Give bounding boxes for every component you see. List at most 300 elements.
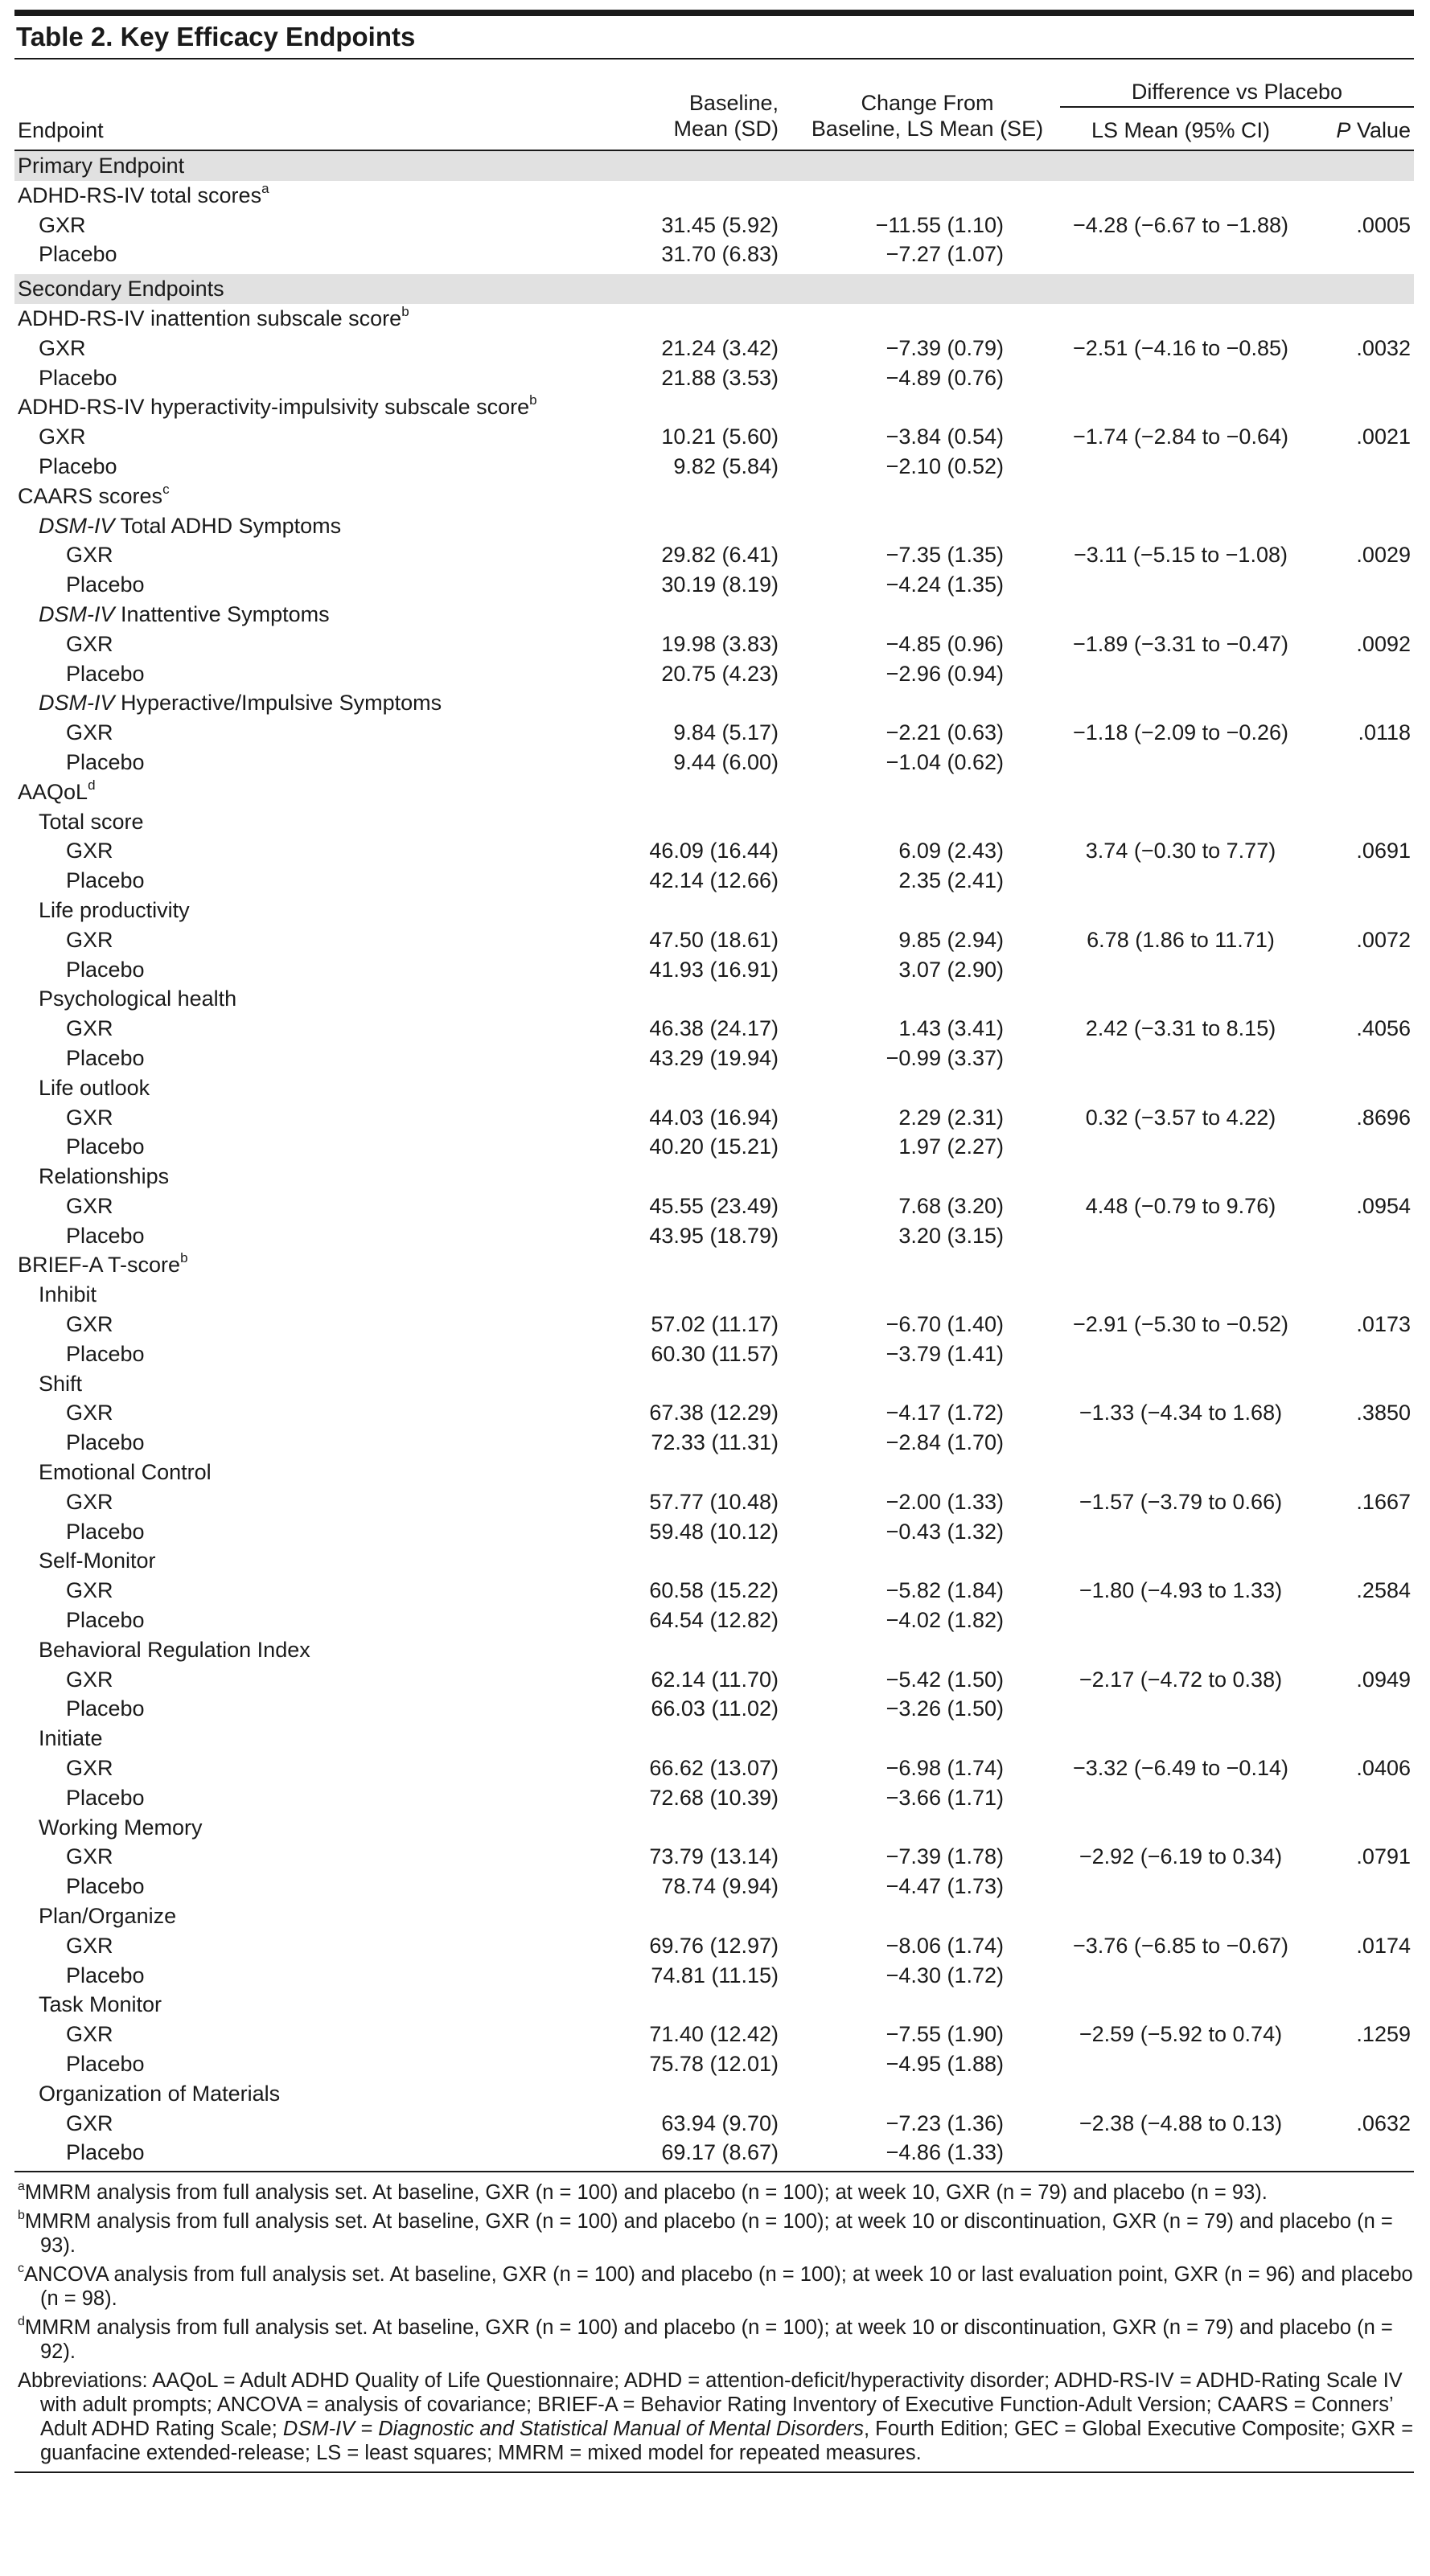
change-cell: −2.21 (0.63)	[886, 720, 1004, 745]
ls-mean-cell: −3.32 (−6.49 to −0.14)	[1073, 1756, 1288, 1781]
footnote-text: ANCOVA analysis from full analysis set. At baseline, GXR (n = 100) and placebo (n = 100); at week 10 or last evaluation point, GXR (n = 96) and placebo (n = 98).	[24, 2263, 1413, 2311]
change-cell: −11.55 (1.10)	[875, 212, 1004, 237]
row-label	[66, 1487, 113, 1517]
baseline-cell: 73.79 (13.14)	[649, 1844, 779, 1869]
change-cell: −4.17 (1.72)	[886, 1401, 1004, 1425]
row-label	[39, 984, 236, 1014]
footnote-marker: d	[88, 777, 96, 793]
row-label	[66, 570, 145, 600]
change-cell: −6.98 (1.74)	[886, 1756, 1004, 1781]
change-cell: −3.66 (1.71)	[886, 1785, 1004, 1810]
baseline-cell: 10.21 (5.60)	[661, 425, 779, 449]
row-label	[66, 2049, 145, 2079]
ls-mean-cell: −1.74 (−2.84 to −0.64)	[1073, 425, 1288, 449]
row-label	[39, 807, 144, 837]
endpoint-subgroup-row	[14, 1458, 1414, 1487]
p-value-cell: .0406	[1356, 1756, 1411, 1781]
footnote	[18, 2209, 1414, 2258]
baseline-cell: 72.68 (10.39)	[649, 1785, 779, 1810]
row-label-text: GXR	[66, 631, 113, 656]
row-label-text: Placebo	[66, 749, 145, 774]
row-label-text: GXR	[66, 1489, 113, 1514]
endpoint-subgroup-row	[14, 511, 1414, 541]
change-cell: −7.23 (1.36)	[886, 2110, 1004, 2135]
table-row	[14, 452, 1414, 482]
table-row	[14, 1517, 1414, 1547]
header-p-rest: Value	[1356, 118, 1411, 142]
change-cell: 9.85 (2.94)	[898, 927, 1004, 952]
p-value-cell: .2584	[1356, 1578, 1411, 1603]
ls-mean-cell: −2.17 (−4.72 to 0.38)	[1079, 1667, 1283, 1692]
row-label-text: Placebo	[66, 1134, 145, 1159]
p-value-cell: .0173	[1356, 1312, 1411, 1337]
table-row	[14, 334, 1414, 363]
change-cell: −4.86 (1.33)	[886, 2140, 1004, 2165]
baseline-cell: 19.98 (3.83)	[661, 631, 779, 656]
abbreviations-italic: DSM-IV = Diagnostic and Statistical Manual of Mental Disorders	[282, 2418, 864, 2441]
row-label	[66, 1339, 145, 1369]
change-cell: −2.96 (0.94)	[886, 661, 1004, 686]
ls-mean-cell: −1.18 (−2.09 to −0.26)	[1073, 720, 1288, 745]
row-label	[66, 1103, 113, 1133]
row-label-text: GXR	[66, 720, 113, 745]
endpoint-subgroup-row	[14, 984, 1414, 1014]
row-label-text: Inhibit	[39, 1282, 97, 1307]
footer-bottom-rule	[14, 2471, 1414, 2473]
row-label	[66, 1872, 145, 1901]
row-label-text: Relationships	[39, 1164, 170, 1189]
row-label-text: Placebo	[66, 1519, 145, 1544]
table-row	[14, 836, 1414, 866]
baseline-cell: 71.40 (12.42)	[649, 2022, 779, 2047]
baseline-cell: 72.33 (11.31)	[651, 1430, 779, 1455]
ls-mean-cell: −1.80 (−4.93 to 1.33)	[1079, 1578, 1283, 1603]
footnotes	[18, 2180, 1414, 2364]
row-label-text: Placebo	[66, 1223, 145, 1248]
row-label-text: Placebo	[66, 957, 145, 982]
baseline-cell: 63.94 (9.70)	[661, 2110, 779, 2135]
section-header-row	[14, 274, 1414, 304]
row-label	[66, 1783, 145, 1813]
row-label	[39, 896, 190, 925]
abbreviations-part2: , Fourth Edition; GEC = Global Executive Composite; GXR = guanfacine extended-release; LS = least squares; MMRM = mixed model for repeated measures.	[40, 2418, 1414, 2465]
row-label	[66, 1694, 145, 1724]
endpoint-subgroup-row	[14, 1280, 1414, 1310]
row-label-text: Placebo	[39, 453, 117, 478]
endpoint-subgroup-row	[14, 1724, 1414, 1754]
row-label	[66, 1221, 145, 1251]
footnote	[18, 2316, 1414, 2364]
endpoint-subgroup-row	[14, 1369, 1414, 1399]
row-label-text: GXR	[66, 1401, 113, 1425]
row-label-text: Placebo	[66, 1608, 145, 1633]
row-label	[66, 1665, 113, 1695]
footnote-letter: c	[18, 2261, 24, 2275]
baseline-cell: 75.78 (12.01)	[649, 2052, 779, 2076]
row-label	[66, 1132, 145, 1162]
change-cell: −5.42 (1.50)	[886, 1667, 1004, 1692]
baseline-cell: 69.17 (8.67)	[661, 2140, 779, 2165]
row-label-text: GXR	[66, 1756, 113, 1781]
p-value-cell: .0029	[1356, 543, 1411, 568]
table-row	[14, 1931, 1414, 1961]
row-label	[18, 181, 269, 211]
row-label-text: Placebo	[66, 1874, 145, 1899]
row-label	[66, 836, 113, 866]
table-row	[14, 718, 1414, 748]
row-label-text: Hyperactive/Impulsive Symptoms	[114, 691, 442, 716]
row-label-text: GXR	[66, 927, 113, 952]
table-row	[14, 1014, 1414, 1044]
table-row	[14, 2049, 1414, 2079]
row-label-text: Task Monitor	[39, 1992, 162, 2017]
row-label-text: GXR	[66, 1844, 113, 1869]
row-label-text: Secondary Endpoints	[18, 277, 224, 301]
ls-mean-cell: 3.74 (−0.30 to 7.77)	[1085, 839, 1276, 863]
header-change-line2: Baseline, LS Mean (SE)	[811, 117, 1044, 141]
row-label-text: Placebo	[39, 365, 117, 390]
baseline-cell: 60.58 (15.22)	[649, 1578, 779, 1603]
row-label	[66, 1842, 113, 1872]
header-p-value	[1309, 117, 1411, 143]
table-row	[14, 363, 1414, 393]
p-value-cell: .0949	[1356, 1667, 1411, 1692]
baseline-cell: 40.20 (15.21)	[649, 1134, 779, 1159]
row-label-text: Inattentive Symptoms	[114, 601, 330, 626]
row-label-text: GXR	[66, 543, 113, 568]
change-cell: −2.00 (1.33)	[886, 1489, 1004, 1514]
row-label	[66, 1398, 113, 1428]
row-label	[39, 240, 117, 269]
row-label	[18, 482, 170, 511]
baseline-cell: 47.50 (18.61)	[649, 927, 779, 952]
footnote-letter: b	[18, 2208, 25, 2222]
header-ls-mean: LS Mean (95% CI)	[1091, 118, 1271, 142]
p-value-cell: .0005	[1356, 212, 1411, 237]
row-label	[39, 1280, 97, 1310]
p-value-cell: .0021	[1356, 425, 1411, 449]
row-label	[39, 363, 117, 393]
p-value-cell: .0632	[1356, 2110, 1411, 2135]
row-label-text: GXR	[66, 2022, 113, 2047]
endpoint-subgroup-row	[14, 600, 1414, 630]
row-label-text: Primary Endpoint	[18, 154, 185, 178]
endpoint-subgroup-row	[14, 1813, 1414, 1843]
table-row	[14, 570, 1414, 600]
row-label	[39, 1813, 203, 1843]
row-label-text: GXR	[39, 425, 86, 449]
row-label	[66, 1576, 113, 1606]
section-header-row	[14, 151, 1414, 181]
change-cell: 3.20 (3.15)	[898, 1223, 1004, 1248]
table-row	[14, 1398, 1414, 1428]
p-value-cell: .4056	[1356, 1016, 1411, 1041]
table-row	[14, 1961, 1414, 1991]
row-label	[39, 688, 442, 718]
row-label-text: Placebo	[66, 572, 145, 597]
row-label	[66, 1428, 145, 1458]
row-label	[66, 955, 145, 985]
ls-mean-cell: −1.33 (−4.34 to 1.68)	[1079, 1401, 1283, 1425]
ls-mean-cell: −2.92 (−6.19 to 0.34)	[1079, 1844, 1283, 1869]
row-label-text: Working Memory	[39, 1815, 203, 1840]
footnote-marker: b	[401, 303, 409, 319]
change-cell: 6.09 (2.43)	[898, 839, 1004, 863]
baseline-cell: 59.48 (10.12)	[649, 1519, 779, 1544]
baseline-cell: 43.95 (18.79)	[649, 1223, 779, 1248]
row-label	[39, 1901, 176, 1931]
change-cell: −6.70 (1.40)	[886, 1312, 1004, 1337]
baseline-cell: 9.44 (6.00)	[673, 749, 779, 774]
row-label	[18, 1250, 188, 1280]
endpoint-subgroup-row	[14, 688, 1414, 718]
endpoint-group-row	[14, 392, 1414, 422]
ls-mean-cell: 4.48 (−0.79 to 9.76)	[1085, 1193, 1276, 1218]
table-row	[14, 1132, 1414, 1162]
table-row	[14, 1694, 1414, 1724]
header-change-line1: Change From	[861, 91, 994, 115]
baseline-cell: 69.76 (12.97)	[649, 1933, 779, 1958]
change-cell: −3.26 (1.50)	[886, 1696, 1004, 1721]
baseline-cell: 66.62 (13.07)	[649, 1756, 779, 1781]
table-row	[14, 1103, 1414, 1133]
row-label-text: Psychological health	[39, 987, 237, 1011]
baseline-cell: 41.93 (16.91)	[649, 957, 779, 982]
baseline-cell: 57.02 (11.17)	[651, 1312, 779, 1337]
row-label	[39, 511, 341, 541]
ls-mean-cell: −3.11 (−5.15 to −1.08)	[1074, 543, 1288, 568]
endpoint-subgroup-row	[14, 1546, 1414, 1576]
change-cell: 7.68 (3.20)	[898, 1193, 1004, 1218]
row-label-text: Placebo	[66, 2140, 145, 2165]
baseline-cell: 20.75 (4.23)	[661, 661, 779, 686]
p-value-cell: .0032	[1356, 335, 1411, 360]
change-cell: −4.95 (1.88)	[886, 2052, 1004, 2076]
row-label-text: Behavioral Regulation Index	[39, 1637, 310, 1662]
row-label	[66, 718, 113, 748]
row-label-text: Placebo	[66, 661, 145, 686]
header-endpoint: Endpoint	[18, 118, 104, 142]
row-label-text: GXR	[66, 1312, 113, 1337]
row-label-text: Total ADHD Symptoms	[114, 513, 342, 538]
footnote-text: MMRM analysis from full analysis set. At baseline, GXR (n = 100) and placebo (n = 100); at week 10, GXR (n = 79) and placebo (n = 93).	[24, 2181, 1268, 2205]
row-label	[39, 1635, 310, 1665]
p-value-cell: .0954	[1356, 1193, 1411, 1218]
row-label	[66, 540, 113, 570]
header-baseline-line2: Mean (SD)	[673, 117, 779, 141]
table-row	[14, 748, 1414, 777]
change-cell: −3.79 (1.41)	[886, 1341, 1004, 1366]
ls-mean-cell: −1.89 (−3.31 to −0.47)	[1073, 631, 1288, 656]
change-cell: −4.85 (0.96)	[886, 631, 1004, 656]
footnote-marker: a	[261, 180, 269, 196]
baseline-cell: 31.45 (5.92)	[661, 212, 779, 237]
ls-mean-cell: −2.59 (−5.92 to 0.74)	[1079, 2022, 1283, 2047]
header-p-italic: P	[1336, 118, 1351, 142]
row-label-text: GXR	[66, 1193, 113, 1218]
table-row	[14, 2138, 1414, 2168]
row-label	[39, 1073, 150, 1103]
change-cell: −4.30 (1.72)	[886, 1963, 1004, 1987]
footnote-text: MMRM analysis from full analysis set. At baseline, GXR (n = 100) and placebo (n = 100); at week 10 or discontinuation, GXR (n = 79) and placebo (n = 92).	[24, 2316, 1393, 2364]
ls-mean-cell: −2.91 (−5.30 to −0.52)	[1073, 1312, 1288, 1337]
table-row	[14, 630, 1414, 659]
footnote-text: MMRM analysis from full analysis set. At baseline, GXR (n = 100) and placebo (n = 100); at week 10 or discontinuation, GXR (n = 79) and placebo (n = 93).	[24, 2210, 1393, 2258]
ls-mean-cell: −2.38 (−4.88 to 0.13)	[1079, 2110, 1283, 2135]
table-row	[14, 1842, 1414, 1872]
table-row	[14, 1044, 1414, 1073]
header-change	[803, 90, 1052, 142]
baseline-cell: 44.03 (16.94)	[649, 1105, 779, 1130]
row-label-text: Life outlook	[39, 1075, 150, 1100]
baseline-cell: 46.38 (24.17)	[649, 1016, 779, 1041]
baseline-cell: 67.38 (12.29)	[649, 1401, 779, 1425]
footnote	[18, 2262, 1414, 2311]
top-rule	[14, 10, 1414, 16]
change-cell: −4.47 (1.73)	[886, 1874, 1004, 1899]
row-label-text: GXR	[66, 1105, 113, 1130]
row-label	[39, 452, 117, 482]
change-cell: −7.39 (1.78)	[886, 1844, 1004, 1869]
table-row	[14, 1221, 1414, 1251]
change-cell: 2.35 (2.41)	[898, 868, 1004, 893]
change-cell: −7.55 (1.90)	[886, 2022, 1004, 2047]
p-value-cell: .3850	[1356, 1401, 1411, 1425]
p-value-cell: .1259	[1356, 2022, 1411, 2047]
row-label-text: Organization of Materials	[39, 2081, 281, 2106]
row-label	[66, 1754, 113, 1783]
change-cell: −8.06 (1.74)	[886, 1933, 1004, 1958]
row-label	[39, 422, 86, 452]
table-footer	[14, 2180, 1414, 2465]
table-bottom-rule	[14, 2171, 1414, 2172]
table-row	[14, 1872, 1414, 1901]
baseline-cell: 9.84 (5.17)	[673, 720, 779, 745]
row-label	[66, 630, 113, 659]
abbreviations	[18, 2369, 1414, 2465]
row-label	[39, 1458, 212, 1487]
row-label-text: GXR	[39, 335, 86, 360]
row-label-text: Placebo	[66, 1430, 145, 1455]
table-row	[14, 955, 1414, 985]
row-label-text: GXR	[39, 212, 86, 237]
row-label-text: Plan/Organize	[39, 1904, 177, 1929]
table-row	[14, 866, 1414, 896]
table-row	[14, 540, 1414, 570]
row-label-text: CAARS scores	[18, 483, 163, 508]
change-cell: −7.27 (1.07)	[886, 242, 1004, 267]
table-row	[14, 211, 1414, 240]
row-label	[66, 748, 145, 777]
row-label-text: Initiate	[39, 1726, 103, 1751]
table-page	[14, 0, 1414, 2473]
row-label-text: Placebo	[66, 2052, 145, 2076]
endpoint-subgroup-row	[14, 1073, 1414, 1103]
row-label	[18, 392, 537, 422]
baseline-cell: 66.03 (11.02)	[651, 1696, 779, 1721]
row-label	[39, 211, 86, 240]
change-cell: −1.04 (0.62)	[886, 749, 1004, 774]
row-label-italic: DSM-IV	[39, 691, 115, 716]
baseline-cell: 57.77 (10.48)	[649, 1489, 779, 1514]
row-label-text: AAQoL	[18, 779, 88, 804]
table-row	[14, 1487, 1414, 1517]
row-label-text: Placebo	[39, 242, 117, 267]
table-row	[14, 1665, 1414, 1695]
row-label	[39, 1162, 169, 1192]
row-label	[39, 334, 86, 363]
table-title: Table 2. Key Efficacy Endpoints	[16, 22, 416, 51]
baseline-cell: 62.14 (11.70)	[651, 1667, 779, 1692]
row-label	[66, 1014, 113, 1044]
change-cell: −4.24 (1.35)	[886, 572, 1004, 597]
change-cell: −5.82 (1.84)	[886, 1578, 1004, 1603]
baseline-cell: 21.24 (3.42)	[661, 335, 779, 360]
row-label	[39, 1369, 82, 1399]
ls-mean-cell: 0.32 (−3.57 to 4.22)	[1085, 1105, 1276, 1130]
baseline-cell: 46.09 (16.44)	[649, 839, 779, 863]
table-row	[14, 1606, 1414, 1635]
change-cell: −0.99 (3.37)	[886, 1045, 1004, 1070]
baseline-cell: 78.74 (9.94)	[661, 1874, 779, 1899]
baseline-cell: 74.81 (11.15)	[651, 1963, 779, 1987]
baseline-cell: 42.14 (12.66)	[649, 868, 779, 893]
row-label	[66, 1517, 145, 1547]
ls-mean-cell: −1.57 (−3.79 to 0.66)	[1079, 1489, 1283, 1514]
row-label	[18, 151, 184, 181]
footnote-marker: c	[162, 481, 170, 497]
row-label-text: Placebo	[66, 1045, 145, 1070]
row-label	[39, 600, 330, 630]
row-label	[66, 1310, 113, 1339]
baseline-cell: 9.82 (5.84)	[673, 453, 779, 478]
change-cell: −0.43 (1.32)	[886, 1519, 1004, 1544]
baseline-cell: 64.54 (12.82)	[649, 1608, 779, 1633]
table-row	[14, 2109, 1414, 2139]
endpoint-subgroup-row	[14, 2079, 1414, 2109]
change-cell: 3.07 (2.90)	[898, 957, 1004, 982]
row-label	[39, 1990, 162, 2020]
row-label	[66, 1606, 145, 1635]
row-label	[66, 2109, 113, 2139]
footnote-letter: d	[18, 2314, 25, 2328]
header-baseline	[602, 90, 779, 142]
endpoint-group-row	[14, 1250, 1414, 1280]
ls-mean-cell: −3.76 (−6.85 to −0.67)	[1073, 1933, 1288, 1958]
table-row	[14, 1428, 1414, 1458]
row-label-text: Self-Monitor	[39, 1548, 156, 1573]
baseline-cell: 30.19 (8.19)	[661, 572, 779, 597]
endpoint-subgroup-row	[14, 896, 1414, 925]
header-difference: Difference vs Placebo	[1131, 80, 1343, 104]
change-cell: −4.89 (0.76)	[886, 365, 1004, 390]
table-row	[14, 1192, 1414, 1221]
row-label-text: GXR	[66, 1667, 113, 1692]
header-baseline-line1: Baseline,	[688, 91, 779, 115]
change-cell: 1.97 (2.27)	[898, 1134, 1004, 1159]
baseline-cell: 21.88 (3.53)	[661, 365, 779, 390]
row-label-text: ADHD-RS-IV inattention subscale score	[18, 306, 402, 330]
change-cell: 2.29 (2.31)	[898, 1105, 1004, 1130]
endpoint-subgroup-row	[14, 1635, 1414, 1665]
change-cell: −7.39 (0.79)	[886, 335, 1004, 360]
row-label	[18, 304, 409, 334]
row-label	[39, 1546, 156, 1576]
ls-mean-cell: −2.51 (−4.16 to −0.85)	[1073, 335, 1288, 360]
change-cell: 1.43 (3.41)	[898, 1016, 1004, 1041]
p-value-cell: .0072	[1356, 927, 1411, 952]
p-value-cell: .1667	[1356, 1489, 1411, 1514]
